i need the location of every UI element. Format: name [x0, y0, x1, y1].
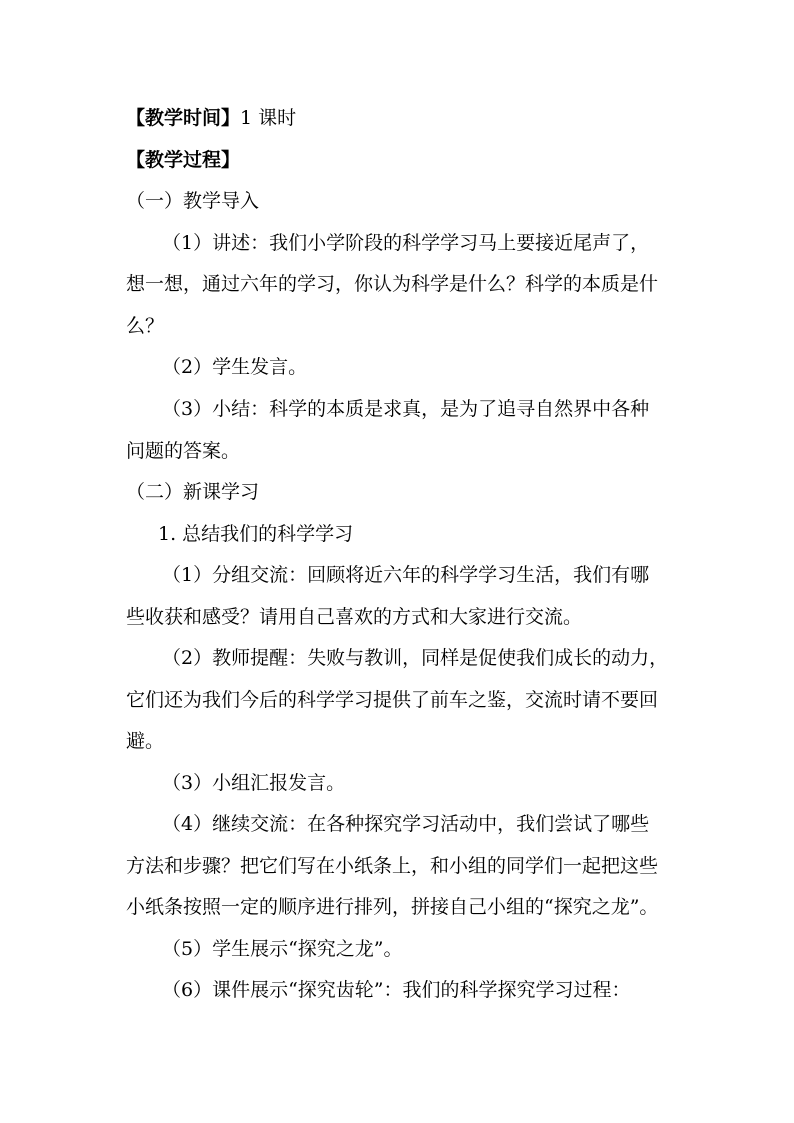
lesson-para3: （3）小组汇报发言。	[162, 772, 346, 794]
intro-para1-line3: 么？	[126, 315, 165, 337]
lesson-para2-line2: 它们还为我们今后的科学学习提供了前车之鉴，交流时请不要回	[126, 689, 659, 711]
section-new-lesson-heading: （二）新课学习	[126, 481, 260, 503]
lesson-para4-line1: （4）继续交流：在各种探究学习活动中，我们尝试了哪些	[162, 813, 650, 835]
intro-para3-line1: （3）小结：科学的本质是求真，是为了追寻自然界中各种	[162, 398, 650, 420]
teaching-process-heading: 【教学过程】	[126, 149, 241, 171]
intro-para3-line2: 问题的答案。	[126, 440, 241, 462]
lesson-para1-line1: （1）分组交流：回顾将近六年的科学学习生活，我们有哪	[162, 564, 650, 586]
section-intro-heading: （一）教学导入	[126, 190, 260, 212]
intro-para2: （2）学生发言。	[162, 356, 308, 378]
subsection-summary-heading: 1. 总结我们的科学学习	[158, 523, 354, 545]
lesson-para6: （6）课件展示“探究齿轮”：我们的科学探究学习过程：	[162, 979, 631, 1001]
teaching-time-label: 【教学时间】	[126, 107, 241, 129]
intro-para1-line2: 想一想，通过六年的学习，你认为科学是什么？科学的本质是什	[126, 273, 659, 295]
lesson-para1-line2: 些收获和感受？请用自己喜欢的方式和大家进行交流。	[126, 606, 583, 628]
lesson-para4-line2: 方法和步骤？把它们写在小纸条上，和小组的同学们一起把这些	[126, 855, 659, 877]
teaching-time-line	[126, 106, 296, 130]
lesson-para2-line3: 避。	[126, 730, 165, 752]
teaching-time-value: 1 课时	[240, 107, 297, 129]
lesson-para2-line1: （2）教师提醒：失败与教训，同样是促使我们成长的动力，	[162, 647, 669, 669]
lesson-para5: （5）学生展示“探究之龙”。	[162, 938, 403, 960]
intro-para1-line1: （1）讲述：我们小学阶段的科学学习马上要接近尾声了，	[162, 232, 650, 254]
lesson-para4-line3: 小纸条按照一定的顺序进行排列，拼接自己小组的“探究之龙”。	[126, 896, 659, 918]
